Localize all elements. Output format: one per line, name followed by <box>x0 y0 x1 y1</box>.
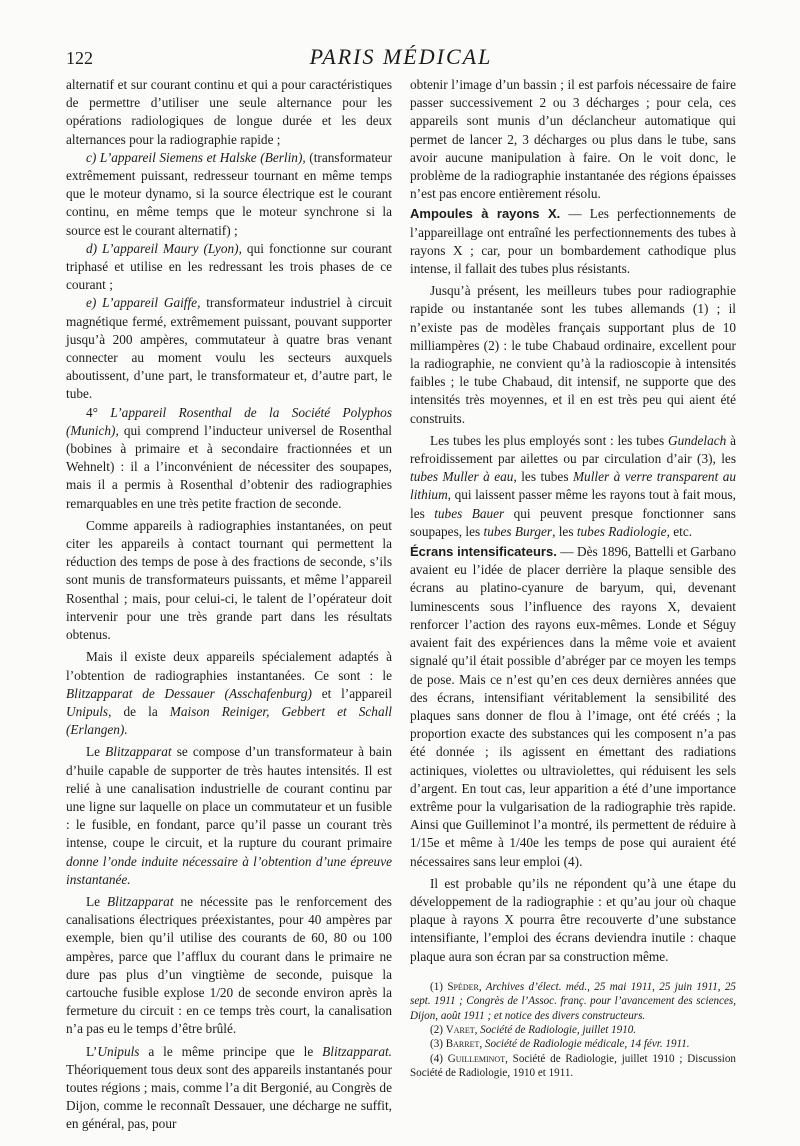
section-heading: Ampoules à rayons X. <box>410 206 561 222</box>
paragraph: obtenir l’image d’un bassin ; il est parfois nécessaire de faire passer successivement 2 ou 3 décharges ; pour cela, ces appareils sont munis d’un déclancheur automatique qui permet de lancer 2, 3 décharges ou plus dans le tube, sans avoir aucune manipulation à faire. On le voit donc, le problème de la radiographie instantanée des régions épaisses n’est pas encore entièrement résolu. <box>410 77 736 202</box>
paragraph: Le Blitzapparat se compose d’un transformateur à bain d’huile capable de supporter de très hautes intensités. Il est relié à une canalisation industrielle de courant continu par une ligne sur laquelle on place un commutateur et un fusible : le fusible, en fondant, parce qu’il passe un courant très intense, coupe le circuit, et la rupture du courant primaire donne l’onde induite nécessaire à l’obtention d’une épreuve instantanée. <box>66 744 392 887</box>
right-column: obtenir l’image d’un bassin ; il est parfois nécessaire de faire passer successivement 2 ou 3 décharges ; pour cela, ces appareils sont munis d’un déclancheur automatique qui permet de lancer 2, 3 décharges ou plus dans le tube, sans avoir aucune manipulation à faire. On le voit donc, le problème de la radiographie instantanée des régions épaisses n’est pas encore entièrement résolu. Ampoules à rayons X. — Les perfectionnements de l’appareillage ont entraîné les perfectionnements des tubes à rayons X ; car, pour un bombardement cathodique plus intense, il fallait des tubes plus résistants. Jusqu’à présent, les meilleurs tubes pour radiographie rapide ou instantanée sont les tubes allemands (1) ; il n’existe pas de modèles français supportant plus de 10 milliampères (2) : le tube Chabaud ordinaire, excellent pour la radiographie, ne convient qu’à la radioscopie à intensités faibles ; le tube Chabaud, dit intensif, ne supporte que des intensités très moyennes, et il en est très peu qui aient été construits. Les tubes les plus employés sont : les tubes Gundelach à refroidissement par ailettes ou par circulation d’air (3), les tubes Muller à eau, les tubes Muller à verre transparent au lithium, qui laissent passer même les rayons tout à fait mous, les tubes Bauer qui peuvent presque fonctionner sans soupapes, les tubes Burger, les tubes Radiologie, etc. Écrans intensificateurs. — Dès 1896, Battelli et Garbano avaient eu l’idée de placer derrière la plaque sensible des écrans au platino-cyanure de baryum, qui, devenant luminescents sous l’influence des rayons X, devaient renforcer l’action des rayons eux-mêmes. Londe et Séguy avaient fait des expériences dans la même voie et avaient signalé qu’il était possible d’abréger par ce moyen les temps de pose. Mais ce n’est qu’en ces deux dernières années que des écrans, intensifiant véritablement la sensibilité des plaques sans donner de flou à l’image, ont été créés ; la proportion exacte des substances qui les composent n’a pas été donnée ; ils agissent en émettant des radiations actiniques, violettes ou ultraviolettes, qui réduisent les sels d’argent. En tout cas, leur apparition a été d’une importance extrême pour la vulgarisation de la radiographie très rapide. Ainsi que Guilleminot l’a montré, ils permettent de réduire à 1/15e et même à 1/40e les temps de pose qui auraient été nécessaires sans leur emploi (4). Il est probable qu’ils ne répondent qu’à une étape du développement de la radiographie : et qu’au jour où chaque plaque à rayons X pourra être recouverte d’une substance intensifiante, l’emploi des écrans deviendra inutile : chaque plaque aura son écran par sa construction même. (1) Spéder, Archives d’élect. méd., 25 mai 1911, 25 juin 1911, 25 sept. 1911 ; Congrès de l’Assoc. franç. pour l’avancement des sciences, Dijon, août 1911 ; et notice des divers constructeurs. (2) Varet, Société de Radiologie, juillet 1910. (3) Barret, Société de Radiologie médicale, 14 févr. 1911. (4) Guilleminot, Société de Radiologie, juillet 1910 ; Discussion Société de Radiologie, 1910 et 1911. <box>410 77 737 1080</box>
page-number: 122 <box>66 48 93 68</box>
footnote: (2) Varet, Société de Radiologie, juillet 1910. <box>430 1023 637 1036</box>
paragraph: Il est probable qu’ils ne répondent qu’à une étape du développement de la radiographie : et qu’au jour où chaque plaque à rayons X pourra être recouverte d’une substance intensifiante, l’emploi des écrans deviendra inutile : chaque plaque aura son écran par sa construction même. <box>410 875 736 964</box>
paragraph: Mais il existe deux appareils spécialement adaptés à l’obtention de radiographies instantanées. Ce sont : le Blitzapparat de Dessauer (Asschafenburg) et l’appareil Unipuls, de la Maison Reiniger, Gebbert et Schall (Erlangen). <box>66 649 393 738</box>
paragraph: c) L’appareil Siemens et Halske (Berlin), (transformateur extrêmement puissant, redresseur tournant en même temps que le moteur dynamo, si la source électrique est le courant continu, en même temps que le moteur synchrone si la source est le courant alternatif) ; <box>66 149 392 238</box>
page-header <box>66 44 736 72</box>
paragraph: L’Unipuls a le même principe que le Blitzapparat. Théoriquement tous deux sont des appareils instantanés pour toutes régions ; mais, comme l’a dit Bergonié, au Congrès de Dijon, comme le reconnaît Dessauer, une décharge ne suffit, en général, pas, pour <box>66 1043 392 1132</box>
footnote: (1) Spéder, Archives d’élect. méd., 25 mai 1911, 25 juin 1911, 25 sept. 1911 ; Congrès de l’Assoc. franç. pour l’avancement des sciences, Dijon, août 1911 ; et notice des divers constructeurs. <box>410 980 736 1022</box>
paragraph: 4° L’appareil Rosenthal de la Société Polyphos (Munich), qui comprend l’inducteur universel de Rosenthal (bobines à primaire et à secondaire fractionnées et un Wehnelt) : il a l’inconvénient de nécessiter des soupapes, mais il a permis à Rosenthal d’obtenir des radiographies remarquables en une très petite fraction de seconde. <box>66 404 393 511</box>
left-column <box>66 76 392 1134</box>
section-heading: Écrans intensificateurs. <box>410 544 557 560</box>
journal-title: PARIS MÉDICAL <box>309 44 493 69</box>
footnote: (4) Guilleminot, Société de Radiologie, juillet 1910 ; Discussion Société de Radiologie, 1910 et 1911. <box>410 1052 736 1080</box>
footnote: (3) Barret, Société de Radiologie médicale, 14 févr. 1911. <box>430 1038 690 1051</box>
paragraph: alternatif et sur courant continu et qui a pour caractéristiques de permettre d’utiliser une seule alternance pour les opérations radiologiques de longue durée et les deux alternances pour la radiographie rapide ; <box>66 77 392 147</box>
paragraph: Jusqu’à présent, les meilleurs tubes pour radiographie rapide ou instantanée sont les tubes allemands (1) ; il n’existe pas de modèles français supportant plus de 10 milliampères (2) : le tube Chabaud ordinaire, excellent pour la radiographie, ne convient qu’à la radioscopie à intensités faibles ; le tube Chabaud, dit intensif, ne supporte que des intensités très moyennes, et il en est très peu qui aient été construits. <box>410 283 736 426</box>
footnotes <box>410 980 736 1081</box>
paragraph: Les tubes les plus employés sont : les tubes Gundelach à refroidissement par ailettes ou par circulation d’air (3), les tubes Muller à eau, les tubes Muller à verre transparent au lithium, qui laissent passer même les rayons tout à fait mous, les tubes Bauer qui peuvent presque fonctionner sans soupapes, les tubes Burger, les tubes Radiologie, etc. <box>410 432 737 539</box>
paragraph: d) L’appareil Maury (Lyon), qui fonctionne sur courant triphasé et utilise en les redressant les trois phases de ce courant ; <box>66 240 392 293</box>
paragraph: Comme appareils à radiographies instantanées, on peut citer les appareils à contact tournant qui permettent la réduction des temps de pose à des fractions de seconde, s’ils sont munis de transformateurs puissants, et même l’appareil Rosenthal ; mais, pour celui-ci, le talent de l’opérateur doit intervenir pour une très grande part dans les résultats obtenus. <box>66 517 392 643</box>
paragraph: e) L’appareil Gaiffe, transformateur industriel à circuit magnétique fermé, extrêmement puissant, pouvant supporter jusqu’à 200 ampères, commutateur à quatre bras venant connecter au moment voulu les secteurs auxquels aboutissent, d’une part, le transformateur et, d’autre part, le tube. <box>66 295 392 402</box>
paragraph: Le Blitzapparat ne nécessite pas le renforcement des canalisations électriques préexistantes, pour 40 ampères par exemple, bien qu’il utilise des courants de 60, 80 ou 100 ampères, parce que l’afflux du courant dans le primaire ne dure pas plus d’un vingtième de seconde, puisque la cartouche fusible explose 1/20 de seconde environ après la fermeture du circuit : en ce temps très court, la canalisation n’a pas eu le temps d’être brûlé. <box>66 893 392 1037</box>
